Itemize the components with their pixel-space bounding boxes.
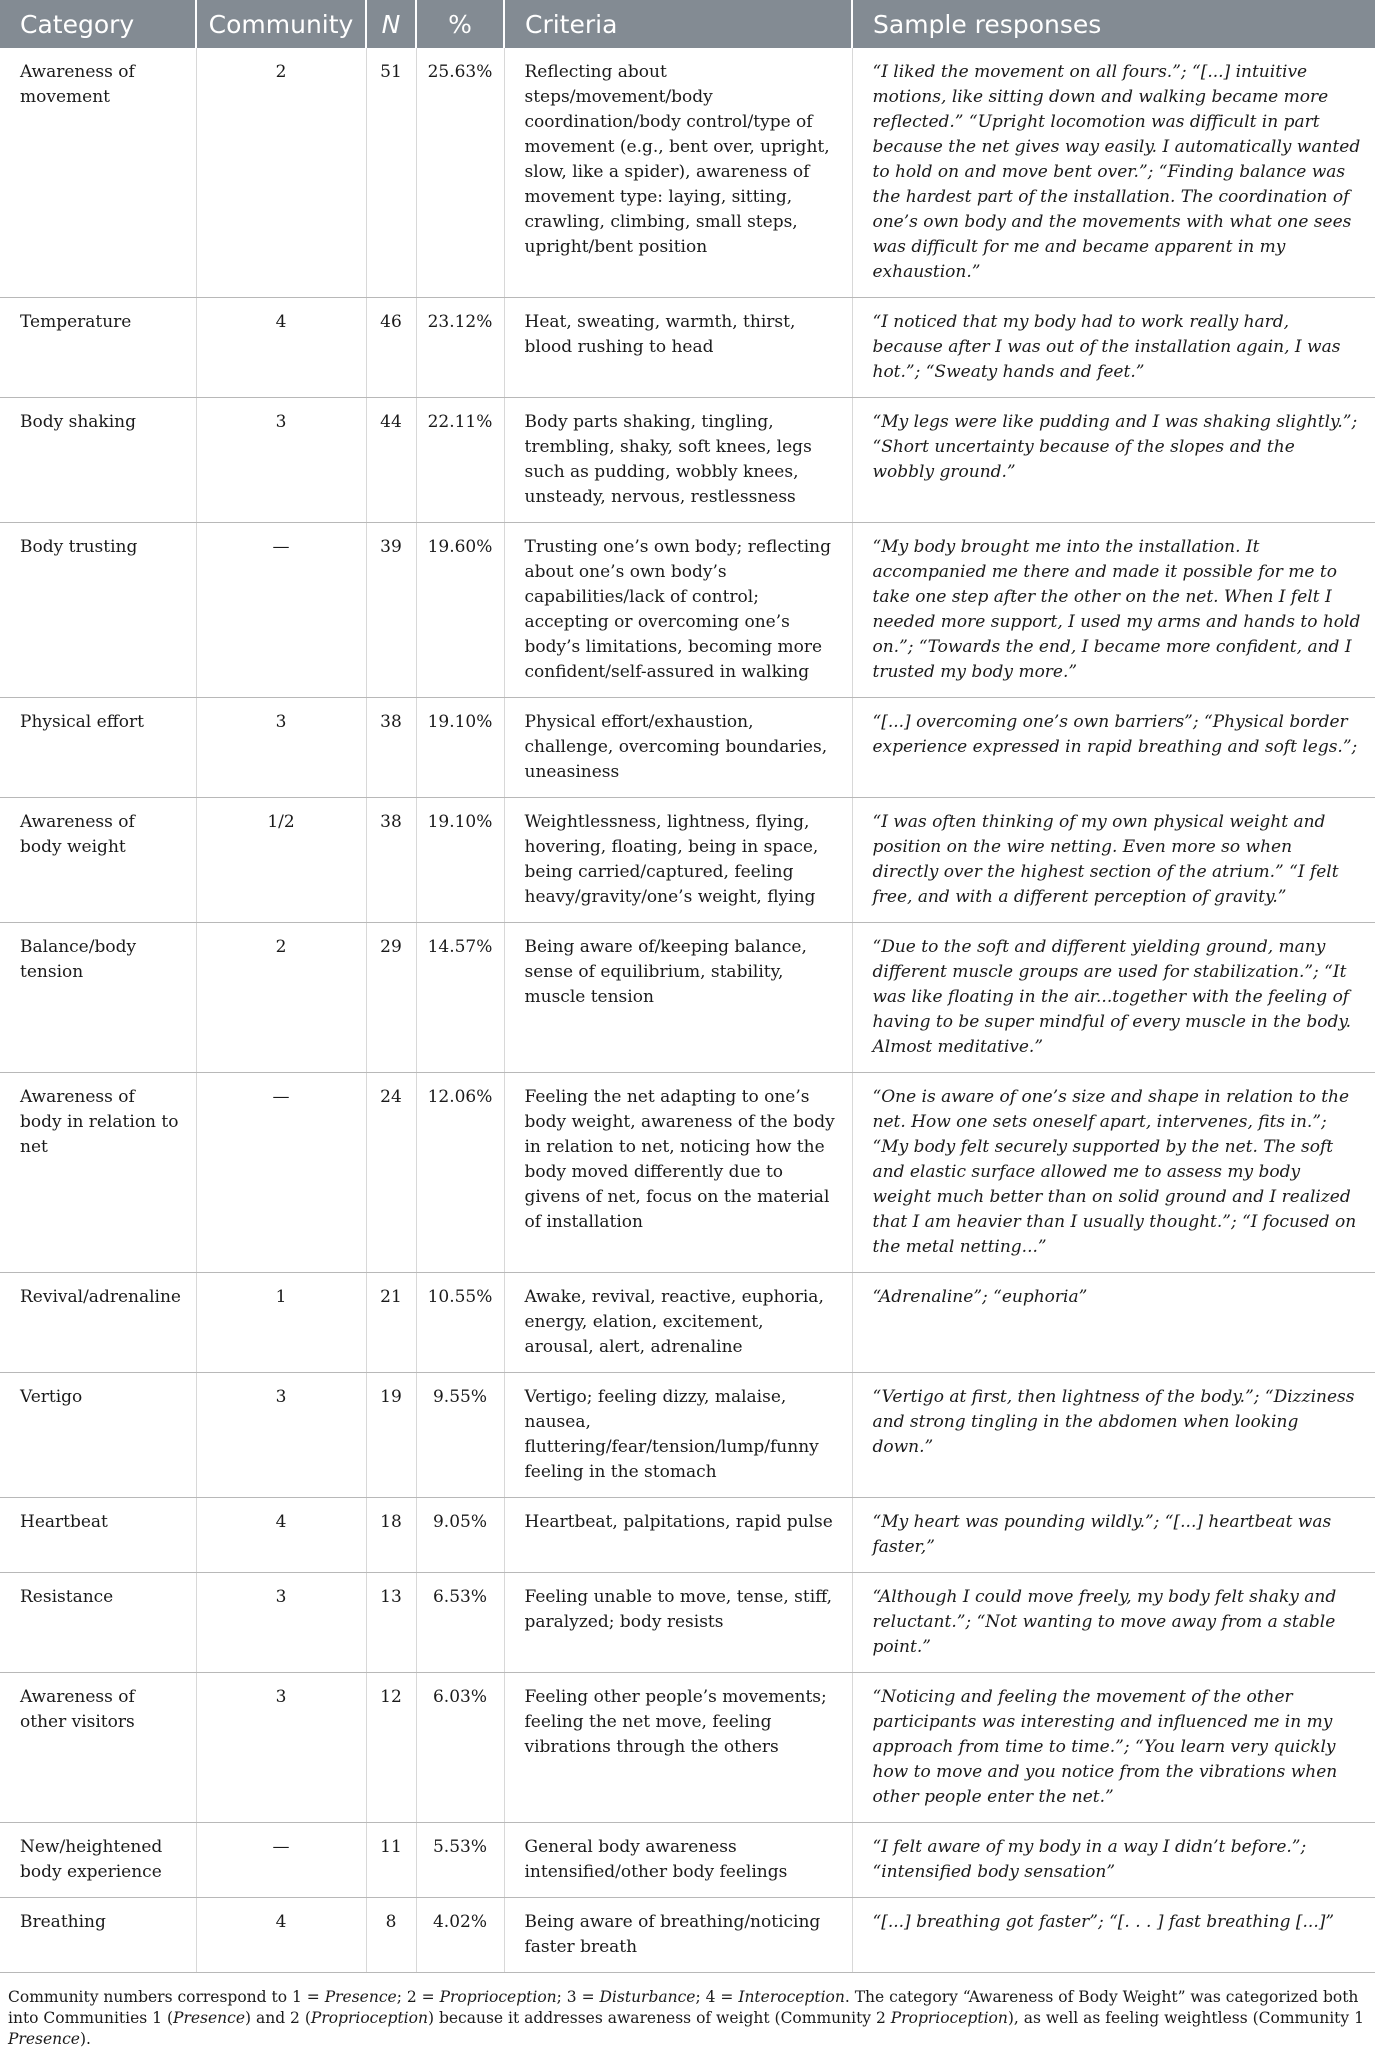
cell-percent: 23.12% (416, 298, 504, 398)
cell-community: 3 (196, 1573, 366, 1673)
cell-percent: 9.55% (416, 1373, 504, 1498)
table-row (0, 398, 1375, 523)
table-footnote (0, 1973, 1375, 2050)
table-header (0, 0, 1375, 48)
cell-criteria: Feeling unable to move, tense, stiff, paralyzed; body resists (504, 1573, 852, 1673)
cell-community: 1 (196, 1273, 366, 1373)
footnote-term: Proprioception (310, 2009, 428, 2027)
table-row (0, 923, 1375, 1073)
cell-criteria: Reflecting about steps/movement/body coordination/body control/type of movement (e.g., bent over, upright, slow, like a spider), awareness of movement type: laying, sitting, crawling, climbing, small steps, upright/bent position (504, 48, 852, 298)
cell-percent: 14.57% (416, 923, 504, 1073)
footnote-text: . The category “Awareness of Body Weight” was categorized both into Communities 1 ( (8, 1988, 1359, 2027)
cell-sample-responses: “Vertigo at first, then lightness of the body.”; “Dizziness and strong tingling in the abdomen when looking down.” (852, 1373, 1375, 1498)
table-row (0, 48, 1375, 298)
cell-sample-responses: “I felt aware of my body in a way I didn’t before.”; “intensified body sensation” (852, 1823, 1375, 1898)
cell-criteria: Awake, revival, reactive, euphoria, energy, elation, excitement, arousal, alert, adrenaline (504, 1273, 852, 1373)
cell-criteria: Heat, sweating, warmth, thirst, blood rushing to head (504, 298, 852, 398)
cell-n: 18 (366, 1498, 416, 1573)
cell-sample-responses: “One is aware of one’s size and shape in relation to the net. How one sets oneself apart, intervenes, fits in.”; “My body felt securely supported by the net. The soft and elastic surface allowed me to assess my body weight much better than on solid ground and I realized that I am heavier than I usually thought.”; “I focused on the metal netting...” (852, 1073, 1375, 1273)
cell-category: Heartbeat (0, 1498, 196, 1573)
footnote-text: Community numbers correspond to 1 = (8, 1988, 325, 2006)
table-body (0, 48, 1375, 1973)
table-row (0, 1373, 1375, 1498)
table-row (0, 1898, 1375, 1973)
cell-n: 11 (366, 1823, 416, 1898)
table-row (0, 1498, 1375, 1573)
cell-criteria: Feeling the net adapting to one’s body weight, awareness of the body in relation to net, noticing how the body moved differently due to givens of net, focus on the material of installation (504, 1073, 852, 1273)
cell-category: Body trusting (0, 523, 196, 698)
cell-sample-responses: “I noticed that my body had to work really hard, because after I was out of the installation again, I was hot.”; “Sweaty hands and feet.” (852, 298, 1375, 398)
cell-sample-responses: “My heart was pounding wildly.”; “[...] heartbeat was faster,” (852, 1498, 1375, 1573)
cell-community: 1/2 (196, 798, 366, 923)
header-n: N (366, 0, 416, 48)
footnote-text: ; 3 = (556, 1988, 600, 2006)
cell-community: 3 (196, 698, 366, 798)
cell-category: Temperature (0, 298, 196, 398)
table-row (0, 1073, 1375, 1273)
cell-sample-responses: “[...] overcoming one’s own barriers”; “Physical border experience expressed in rapid breathing and soft legs.”; (852, 698, 1375, 798)
footnote-text: ). (79, 2030, 91, 2048)
cell-criteria: General body awareness intensified/other body feelings (504, 1823, 852, 1898)
cell-n: 38 (366, 798, 416, 923)
cell-n: 19 (366, 1373, 416, 1498)
cell-n: 13 (366, 1573, 416, 1673)
cell-percent: 6.53% (416, 1573, 504, 1673)
cell-sample-responses: “Due to the soft and different yielding ground, many different muscle groups are used for stabilization.”; “It was like floating in the air...together with the feeling of having to be super mindful of every muscle in the body. Almost meditative.” (852, 923, 1375, 1073)
table-row (0, 1823, 1375, 1898)
cell-sample-responses: “Although I could move freely, my body felt shaky and reluctant.”; “Not wanting to move away from a stable point.” (852, 1573, 1375, 1673)
cell-category: Awareness of other visitors (0, 1673, 196, 1823)
cell-community: — (196, 523, 366, 698)
cell-sample-responses: “Noticing and feeling the movement of the other participants was interesting and influenced me in my approach from time to time.”; “You learn very quickly how to move and you notice from the vibrations when other people enter the net.” (852, 1673, 1375, 1823)
cell-criteria: Physical effort/exhaustion, challenge, overcoming boundaries, uneasiness (504, 698, 852, 798)
cell-n: 29 (366, 923, 416, 1073)
header-category: Category (0, 0, 196, 48)
cell-category: Awareness of body in relation to net (0, 1073, 196, 1273)
cell-sample-responses: “My body brought me into the installation. It accompanied me there and made it possible for me to take one step after the other on the net. When I felt I needed more support, I used my arms and hands to hold on.”; “Towards the end, I became more confident, and I trusted my body more.” (852, 523, 1375, 698)
cell-community: 2 (196, 48, 366, 298)
cell-community: 3 (196, 398, 366, 523)
cell-n: 8 (366, 1898, 416, 1973)
cell-percent: 5.53% (416, 1823, 504, 1898)
cell-percent: 10.55% (416, 1273, 504, 1373)
cell-n: 24 (366, 1073, 416, 1273)
cell-n: 38 (366, 698, 416, 798)
cell-category: Awareness of body weight (0, 798, 196, 923)
footnote-text: ; 2 = (396, 1988, 440, 2006)
cell-criteria: Weightlessness, lightness, flying, hovering, floating, being in space, being carried/captured, feeling heavy/gravity/one’s weight, flying (504, 798, 852, 923)
cell-category: Awareness of movement (0, 48, 196, 298)
cell-n: 21 (366, 1273, 416, 1373)
cell-category: Body shaking (0, 398, 196, 523)
cell-category: Revival/adrenaline (0, 1273, 196, 1373)
footnote-term: Interoception (738, 1988, 845, 2006)
table-row (0, 1573, 1375, 1673)
footnote-text: ) because it addresses awareness of weight (Community 2 (427, 2009, 891, 2027)
cell-percent: 9.05% (416, 1498, 504, 1573)
cell-community: — (196, 1073, 366, 1273)
cell-percent: 12.06% (416, 1073, 504, 1273)
table-row (0, 798, 1375, 923)
footnote-term: Disturbance (599, 1988, 696, 2006)
cell-criteria: Vertigo; feeling dizzy, malaise, nausea, fluttering/fear/tension/lump/funny feeling in the stomach (504, 1373, 852, 1498)
footnote-text: ) and 2 ( (245, 2009, 311, 2027)
footnote-term: Presence (8, 2030, 80, 2048)
cell-n: 39 (366, 523, 416, 698)
header-community: Community (196, 0, 366, 48)
footnote-text: ), as well as feeling weightless (Community 1 (1007, 2009, 1364, 2027)
cell-criteria: Trusting one’s own body; reflecting about one’s own body’s capabilities/lack of control; accepting or overcoming one’s body’s limitations, becoming more confident/self-assured in walking (504, 523, 852, 698)
cell-community: 3 (196, 1673, 366, 1823)
cell-sample-responses: “[...] breathing got faster”; “[. . . ] fast breathing [...]” (852, 1898, 1375, 1973)
cell-category: Resistance (0, 1573, 196, 1673)
cell-sample-responses: “I liked the movement on all fours.”; “[...] intuitive motions, like sitting down and walking became more reflected.” “Upright locomotion was difficult in part because the net gives way easily. I automatically wanted to hold on and move bent over.”; “Finding balance was the hardest part of the installation. The coordination of one’s own body and the movements with what one sees was difficult for me and became apparent in my exhaustion.” (852, 48, 1375, 298)
cell-category: New/heightened body experience (0, 1823, 196, 1898)
cell-percent: 19.10% (416, 798, 504, 923)
cell-criteria: Heartbeat, palpitations, rapid pulse (504, 1498, 852, 1573)
cell-sample-responses: “Adrenaline”; “euphoria” (852, 1273, 1375, 1373)
cell-community: 4 (196, 1498, 366, 1573)
cell-sample-responses: “I was often thinking of my own physical weight and position on the wire netting. Even more so when directly over the highest section of the atrium.” “I felt free, and with a different perception of gravity.” (852, 798, 1375, 923)
header-percent: % (416, 0, 504, 48)
cell-n: 12 (366, 1673, 416, 1823)
cell-percent: 19.10% (416, 698, 504, 798)
cell-percent: 4.02% (416, 1898, 504, 1973)
cell-sample-responses: “My legs were like pudding and I was shaking slightly.”; “Short uncertainty because of the slopes and the wobbly ground.” (852, 398, 1375, 523)
table-row (0, 698, 1375, 798)
cell-n: 46 (366, 298, 416, 398)
cell-community: 3 (196, 1373, 366, 1498)
footnote-term: Presence (173, 2009, 245, 2027)
table-row (0, 523, 1375, 698)
cell-criteria: Being aware of breathing/noticing faster breath (504, 1898, 852, 1973)
cell-criteria: Body parts shaking, tingling, trembling, shaky, soft knees, legs such as pudding, wobbly knees, unsteady, nervous, restlessness (504, 398, 852, 523)
footnote-term: Proprioception (890, 2009, 1008, 2027)
footnote-term: Presence (324, 1988, 397, 2006)
cell-percent: 19.60% (416, 523, 504, 698)
cell-category: Breathing (0, 1898, 196, 1973)
cell-n: 51 (366, 48, 416, 298)
cell-n: 44 (366, 398, 416, 523)
header-sample-responses: Sample responses (852, 0, 1375, 48)
cell-community: 2 (196, 923, 366, 1073)
cell-community: 4 (196, 1898, 366, 1973)
table-row (0, 298, 1375, 398)
table-row (0, 1673, 1375, 1823)
cell-criteria: Feeling other people’s movements; feeling the net move, feeling vibrations through the others (504, 1673, 852, 1823)
cell-percent: 22.11% (416, 398, 504, 523)
header-criteria: Criteria (504, 0, 852, 48)
cell-percent: 6.03% (416, 1673, 504, 1823)
cell-percent: 25.63% (416, 48, 504, 298)
cell-criteria: Being aware of/keeping balance, sense of equilibrium, stability, muscle tension (504, 923, 852, 1073)
cell-category: Balance/body tension (0, 923, 196, 1073)
table-row (0, 1273, 1375, 1373)
footnote-term: Proprioception (439, 1988, 557, 2006)
cell-community: — (196, 1823, 366, 1898)
footnote-text: ; 4 = (695, 1988, 739, 2006)
cell-category: Physical effort (0, 698, 196, 798)
cell-community: 4 (196, 298, 366, 398)
cell-category: Vertigo (0, 1373, 196, 1498)
